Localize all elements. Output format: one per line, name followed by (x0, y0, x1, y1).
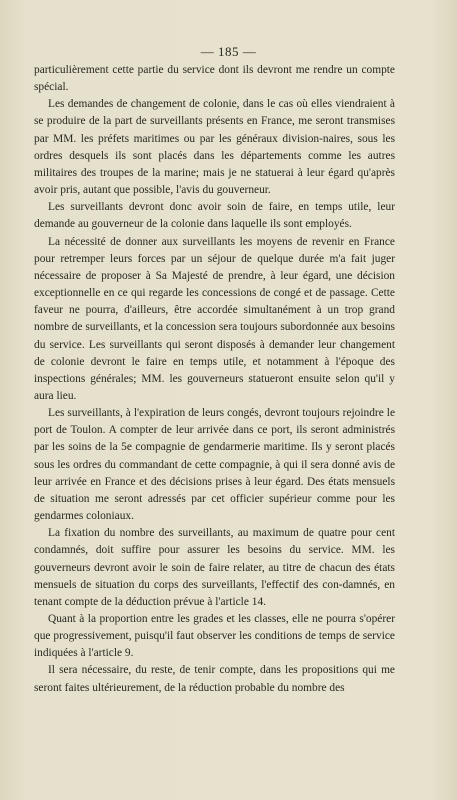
paragraph-continuation: particulièrement cette partie du service dont ils devront me rendre un compte spécial. (34, 64, 395, 94)
paragraph-toulon-return: Les surveillants, à l'expiration de leurs congés, devront toujours rejoindre le port de Toulon. A compter de leur arrivée dans ce port, ils seront administrés par les soins de la 5e compagnie de gendarmerie maritime. Ils y seront placés sous les ordres du commandant de cette compagnie, à qui il sera donné avis de leur arrivée en France et des décisions prises à leur égard. Des états mensuels de situation me seront adressés par cet officier supérieur comme pour les gendarmes coloniaux. (34, 407, 395, 523)
paragraph-colony-change: Les demandes de changement de colonie, dans le cas où elles viendraient à se produire de la part de surveillants présents en France, me seront transmises par MM. les préfets maritimes ou par les généraux division-naires, sous les ordres desquels ils sont placés dans les départements comme les autres militaires des troupes de la marine; mais je ne statuerai à leur égard qu'après avoir pris, autant que possible, l'avis du gouverneur. (34, 98, 395, 197)
paragraph-leave-concession: La nécessité de donner aux surveillants les moyens de revenir en France pour retremper leurs forces par un séjour de quelque durée m'a fait juger nécessaire de proposer à Sa Majesté de prendre, à leur égard, une décision exceptionnelle en ce qui regarde les concessions de congé et de passage. Cette faveur ne pourra, d'ailleurs, être accordée simultanément à un trop grand nombre de surveillants, et la concession sera toujours subordonnée aux besoins du service. Les surveillants qui seront disposés à demander leur changement de colonie devront le faire en temps utile, et notamment à l'époque des inspections générales; MM. les gouverneurs statueront ensuite selon qu'il y aura lieu. (34, 235, 395, 402)
paragraph-staff-ratio: La fixation du nombre des surveillants, au maximum de quatre pour cent condamnés, doit suffire pour assurer les besoins du service. MM. les gouverneurs devront avoir le soin de faire relater, au titre de chacun des états mensuels de situation du corps des surveillants, l'effectif des con-damnés, en tenant compte de la déduction prévue à l'article 14. (34, 527, 395, 608)
page-number: — 185 — (200, 44, 257, 59)
body-text (34, 62, 395, 697)
paragraph-request-timing: Les surveillants devront donc avoir soin de faire, en temps utile, leur demande au gouverneur de la colonie dans laquelle ils sont employés. (34, 201, 395, 231)
paragraph-grades-proportion: Quant à la proportion entre les grades et les classes, elle ne pourra s'opérer que progressivement, puisqu'il faut observer les conditions de temps de service indiquées à l'article 9. (34, 613, 395, 660)
paragraph-future-proposals: Il sera nécessaire, du reste, de tenir compte, dans les propositions qui me seront faites ultérieurement, de la réduction probable du nombre des (34, 664, 395, 694)
